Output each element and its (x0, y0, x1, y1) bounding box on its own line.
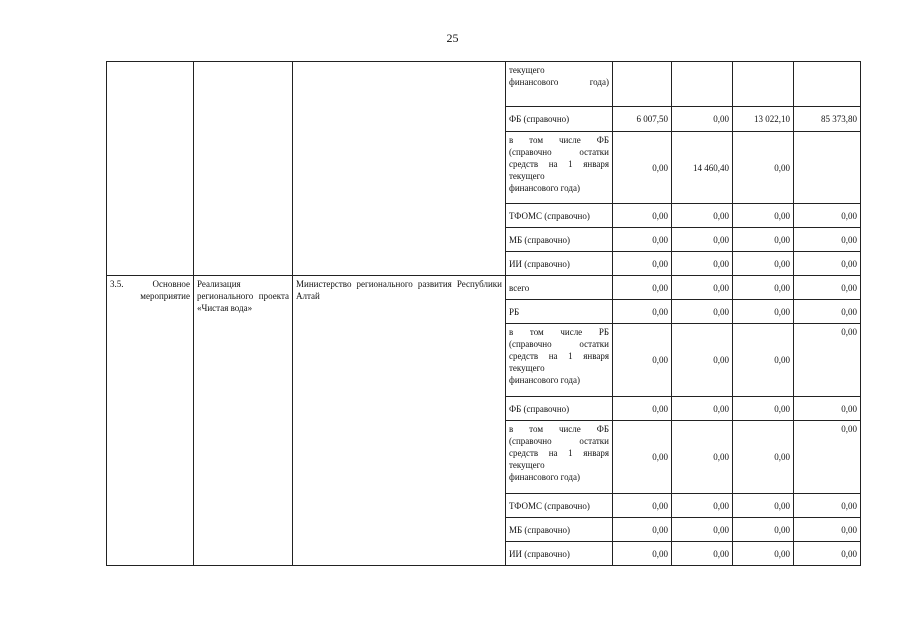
value-cell-2: 0,00 (672, 542, 733, 566)
value-cell-1: 0,00 (613, 518, 672, 542)
empty-executor-cell (293, 62, 506, 276)
source-cell (506, 518, 613, 542)
value-cell-4: 0,00 (794, 276, 861, 300)
value-cell-3: 0,00 (733, 276, 794, 300)
value-cell-1: 0,00 (613, 324, 672, 397)
source-line: МБ (справочно) (509, 234, 571, 245)
measure-number-cell (107, 276, 194, 566)
source-line: ФБ (справочно) (509, 114, 570, 124)
measure-name-cell: Реализация регионального проекта «Чистая вода» (194, 276, 293, 566)
value-cell-4: 0,00 (794, 228, 861, 252)
value-cell-2: 0,00 (672, 324, 733, 397)
source-line: всего (509, 282, 530, 293)
source-line: средств на 1 января (509, 159, 609, 169)
value-cell-4: 0,00 (794, 421, 861, 494)
value-cell-4: 0,00 (794, 204, 861, 228)
page-number: 25 (446, 31, 459, 45)
value-cell-3: 0,00 (733, 300, 794, 324)
value-cell-4: 0,00 (794, 252, 861, 276)
empty-name-cell (194, 62, 293, 276)
value-cell-3: 0,00 (733, 421, 794, 494)
value-cell-1: 0,00 (613, 204, 672, 228)
source-line: финансового года) (509, 375, 580, 385)
source-line: в том числе ФБ (509, 135, 609, 145)
source-cell (506, 204, 613, 228)
value-cell-3: 0,00 (733, 542, 794, 566)
source-cell (506, 132, 613, 204)
source-cell (506, 542, 613, 566)
source-line: РБ (509, 306, 520, 317)
value-cell-3: 13 022,10 (733, 107, 794, 132)
value-cell-1: 0,00 (613, 132, 672, 204)
value-cell-4: 85 373,80 (794, 107, 861, 132)
source-line: текущего (509, 460, 545, 470)
source-cell (506, 300, 613, 324)
value-cell-3 (733, 62, 794, 107)
value-cell-4 (794, 62, 861, 107)
source-cell (506, 62, 613, 107)
source-cell (506, 107, 613, 132)
source-cell (506, 494, 613, 518)
value-cell-4: 0,00 (794, 300, 861, 324)
executor-cell: Министерство регионального развития Республики Алтай (293, 276, 506, 566)
value-cell-2 (672, 62, 733, 107)
value-cell-1: 0,00 (613, 276, 672, 300)
table-row (107, 62, 861, 107)
source-line: в том числе РБ (509, 327, 609, 337)
value-cell-2: 0,00 (672, 204, 733, 228)
value-cell-1: 0,00 (613, 300, 672, 324)
source-line: текущего (509, 171, 545, 181)
value-cell-1: 0,00 (613, 252, 672, 276)
value-cell-2: 0,00 (672, 252, 733, 276)
value-cell-1: 0,00 (613, 494, 672, 518)
value-cell-1 (613, 62, 672, 107)
table-row (107, 276, 861, 300)
source-line: финансового года) (509, 77, 609, 87)
source-cell (506, 397, 613, 421)
value-cell-3: 0,00 (733, 397, 794, 421)
source-line: финансового года) (509, 472, 580, 482)
value-cell-4 (794, 132, 861, 204)
value-cell-2: 0,00 (672, 494, 733, 518)
value-cell-3: 0,00 (733, 518, 794, 542)
value-cell-3: 0,00 (733, 132, 794, 204)
value-cell-1: 0,00 (613, 421, 672, 494)
value-cell-1: 0,00 (613, 228, 672, 252)
value-cell-2: 0,00 (672, 276, 733, 300)
source-cell (506, 324, 613, 397)
value-cell-2: 14 460,40 (672, 132, 733, 204)
measure-type: Основное мероприятие (140, 279, 190, 301)
value-cell-4: 0,00 (794, 542, 861, 566)
source-cell (506, 276, 613, 300)
source-line: (справочно остатки (509, 147, 609, 157)
empty-number-cell (107, 62, 194, 276)
source-cell (506, 252, 613, 276)
source-line: средств на 1 января (509, 448, 609, 458)
source-cell (506, 228, 613, 252)
value-cell-2: 0,00 (672, 228, 733, 252)
value-cell-2: 0,00 (672, 421, 733, 494)
source-line: в том числе ФБ (509, 424, 609, 434)
value-cell-3: 0,00 (733, 204, 794, 228)
value-cell-3: 0,00 (733, 494, 794, 518)
value-cell-4: 0,00 (794, 518, 861, 542)
value-cell-4: 0,00 (794, 494, 861, 518)
source-line: ТФОМС (справочно) (509, 210, 590, 221)
source-line: (справочно остатки (509, 436, 609, 446)
source-line: ФБ (справочно) (509, 403, 570, 414)
value-cell-1: 0,00 (613, 542, 672, 566)
source-line: ИИ (справочно) (509, 258, 570, 269)
value-cell-2: 0,00 (672, 300, 733, 324)
value-cell-4: 0,00 (794, 324, 861, 397)
source-line: текущего (509, 65, 545, 75)
value-cell-1: 0,00 (613, 397, 672, 421)
measure-number: 3.5. (110, 279, 124, 289)
value-cell-2: 0,00 (672, 518, 733, 542)
source-line: (справочно остатки (509, 339, 609, 349)
source-cell (506, 421, 613, 494)
source-line: МБ (справочно) (509, 524, 571, 535)
source-line: ТФОМС (справочно) (509, 500, 590, 511)
value-cell-3: 0,00 (733, 324, 794, 397)
source-line: финансового года) (509, 183, 580, 193)
value-cell-4: 0,00 (794, 397, 861, 421)
value-cell-2: 0,00 (672, 107, 733, 132)
value-cell-3: 0,00 (733, 228, 794, 252)
value-cell-1: 6 007,50 (613, 107, 672, 132)
value-cell-3: 0,00 (733, 252, 794, 276)
source-line: ИИ (справочно) (509, 548, 570, 559)
source-line: средств на 1 января (509, 351, 609, 361)
value-cell-2: 0,00 (672, 397, 733, 421)
budget-table (106, 61, 861, 566)
source-line: текущего (509, 363, 545, 373)
